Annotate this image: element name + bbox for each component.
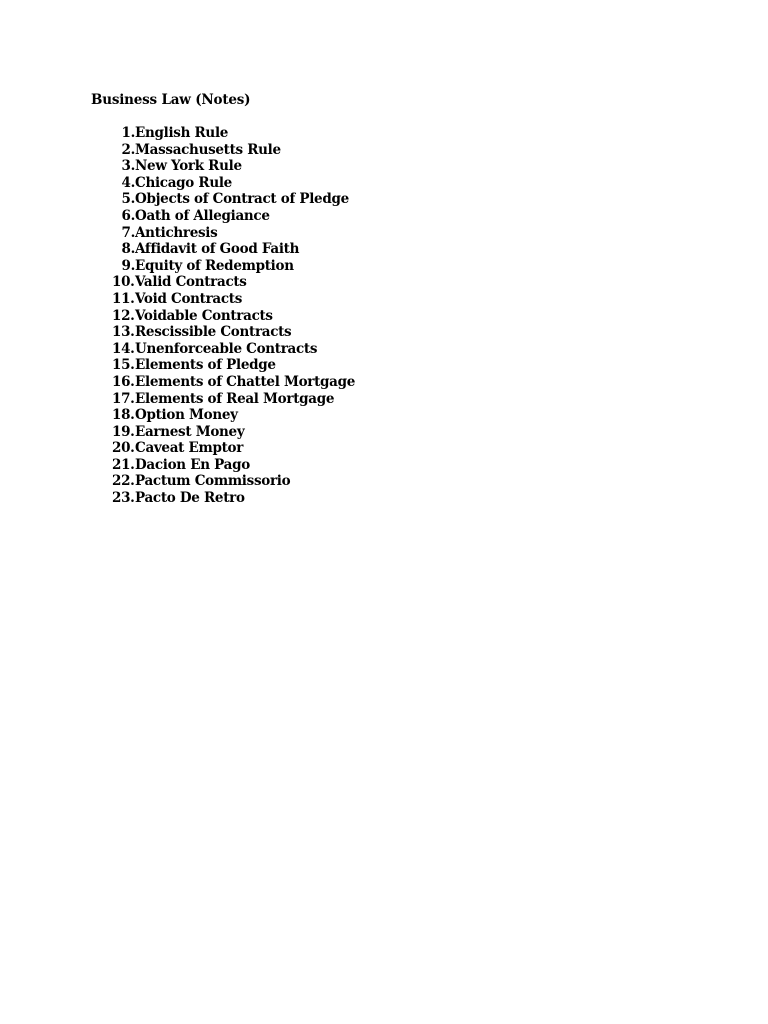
list-item-number: 12.	[112, 307, 135, 324]
list-item-number: 16.	[112, 373, 135, 390]
list-item-number: 14.	[112, 340, 135, 357]
list-item-label: Objects of Contract of Pledge	[135, 191, 349, 208]
list-item-label: Pacto De Retro	[135, 490, 245, 507]
list-item-number: 5.	[121, 191, 135, 208]
list-item-number: 17.	[112, 390, 135, 407]
list-item	[91, 241, 300, 258]
list-item-number: 9.	[121, 257, 135, 274]
list-item-number: 10.	[112, 274, 135, 291]
list-item-number: 4.	[121, 174, 135, 191]
list-item-label: Unenforceable Contracts	[135, 340, 318, 357]
list-item-label: Elements of Real Mortgage	[135, 390, 335, 407]
list-item	[91, 307, 273, 325]
list-item-label: Pactum Commissorio	[135, 473, 291, 490]
list-item	[91, 141, 281, 159]
notes-list	[91, 125, 356, 507]
list-item-label: Elements of Pledge	[135, 357, 276, 374]
list-item	[91, 158, 242, 175]
list-item-label: English Rule	[135, 125, 229, 141]
list-item-number: 23.	[112, 490, 135, 507]
list-item-number: 3.	[121, 158, 135, 175]
list-item	[91, 324, 292, 341]
list-item-number: 18.	[112, 407, 135, 424]
list-item	[91, 274, 247, 291]
document-title: Business Law (Notes)	[91, 92, 251, 108]
list-item	[91, 125, 229, 142]
list-item	[91, 191, 349, 208]
list-item-label: Equity of Redemption	[135, 257, 294, 274]
list-item-number: 11.	[112, 290, 135, 307]
list-item-label: Void Contracts	[135, 290, 243, 307]
list-item-label: Dacion En Pago	[135, 456, 250, 473]
list-item-number: 1.	[121, 125, 135, 141]
list-item	[91, 257, 294, 275]
list-item	[91, 440, 244, 457]
list-item-number: 21.	[112, 456, 135, 473]
list-item-label: Elements of Chattel Mortgage	[135, 373, 356, 390]
list-item-number: 7.	[121, 224, 135, 241]
list-item	[91, 340, 318, 358]
list-item-label: Option Money	[135, 407, 238, 424]
list-item-number: 19.	[112, 423, 135, 440]
list-item	[91, 407, 238, 424]
list-item-label: Oath of Allegiance	[135, 207, 270, 224]
list-item	[91, 174, 232, 192]
list-item-number: 13.	[112, 324, 135, 341]
list-item	[91, 290, 243, 308]
list-item-label: Valid Contracts	[135, 274, 247, 291]
list-item-label: Rescissible Contracts	[135, 324, 292, 341]
list-item	[91, 373, 356, 391]
list-item-number: 2.	[121, 141, 135, 158]
list-item-label: Antichresis	[135, 224, 218, 241]
list-item-label: New York Rule	[135, 158, 242, 175]
list-item-label: Chicago Rule	[135, 174, 232, 191]
list-item-label: Affidavit of Good Faith	[135, 241, 300, 258]
list-item-label: Voidable Contracts	[135, 307, 273, 324]
list-item-number: 15.	[112, 357, 135, 374]
list-item-label: Massachusetts Rule	[135, 141, 281, 158]
list-item	[91, 390, 335, 408]
list-item-number: 6.	[121, 207, 135, 224]
list-item	[91, 207, 270, 225]
list-item	[91, 490, 245, 507]
list-item-number: 20.	[112, 440, 135, 457]
list-item-number: 22.	[112, 473, 135, 490]
list-item	[91, 473, 291, 490]
list-item	[91, 423, 245, 441]
list-item	[91, 357, 276, 374]
list-item-number: 8.	[121, 241, 135, 258]
list-item-label: Caveat Emptor	[135, 440, 244, 457]
list-item-label: Earnest Money	[135, 423, 245, 440]
list-item	[91, 224, 218, 242]
list-item	[91, 456, 250, 474]
